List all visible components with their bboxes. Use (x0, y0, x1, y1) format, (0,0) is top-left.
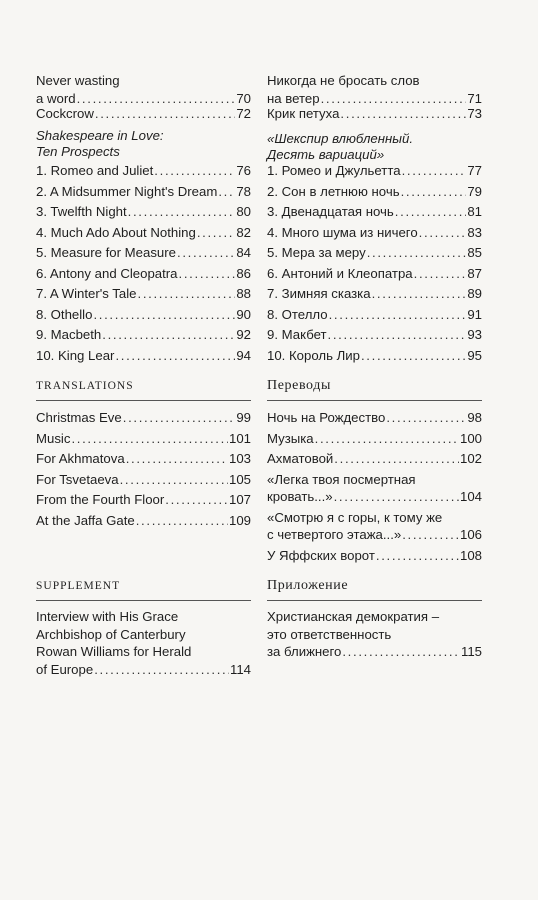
dot-leader (315, 430, 459, 448)
page-number: 71 (467, 90, 482, 106)
dot-leader (372, 285, 467, 303)
dot-leader (402, 162, 467, 180)
page-number: 115 (460, 644, 482, 659)
entry-title: 4. Much Ado About Nothing (36, 224, 196, 240)
toc-entry[interactable] (36, 347, 251, 365)
dot-leader (361, 347, 466, 365)
page-number: 87 (467, 265, 482, 281)
toc-entry[interactable] (36, 491, 251, 509)
toc-entry[interactable] (267, 183, 482, 201)
page-number: 94 (236, 347, 251, 363)
entry-title-line: за ближнего (267, 644, 342, 659)
toc-entry[interactable] (36, 512, 251, 530)
page-number: 80 (236, 204, 251, 219)
entry-title: For Akhmatova (36, 451, 125, 466)
page-number: 83 (467, 224, 482, 240)
entry-title: 5. Measure for Measure (36, 245, 176, 260)
entry-title: 5. Мера за меру (267, 245, 366, 260)
entry-title-line: Archbishop of Canterbury (36, 626, 186, 642)
toc-entry[interactable] (36, 285, 251, 303)
dot-leader (102, 326, 235, 344)
entry-title: 2. Сон в летнюю ночь (267, 183, 400, 199)
toc-entry[interactable] (267, 203, 482, 221)
page-number: 114 (229, 661, 251, 677)
entry-title: Музыка (267, 430, 314, 446)
entry-title: 8. Отелло (267, 306, 328, 322)
dot-leader (120, 471, 228, 489)
page-number: 92 (236, 327, 251, 342)
page-number: 106 (459, 527, 482, 542)
dot-leader (165, 491, 228, 509)
toc-entry[interactable] (36, 326, 251, 344)
toc-entry[interactable] (36, 224, 251, 242)
toc-entry[interactable] (267, 224, 482, 242)
page-number: 78 (236, 183, 251, 199)
dot-leader (334, 450, 459, 468)
page-number: 101 (228, 430, 251, 446)
dot-leader (340, 105, 466, 123)
toc-entry[interactable] (36, 471, 251, 489)
dot-leader (93, 306, 235, 324)
dot-leader (154, 162, 235, 180)
entry-title-line: это ответственность (267, 626, 392, 642)
toc-entry[interactable] (267, 72, 482, 107)
entry-title-line: с четвертого этажа...» (267, 527, 402, 542)
toc-entry[interactable] (36, 105, 251, 123)
toc-list (267, 409, 482, 567)
dot-leader (126, 450, 228, 468)
entry-title: 10. King Lear (36, 347, 115, 363)
toc-entry[interactable] (267, 105, 482, 123)
entry-title: Крик петуха (267, 106, 340, 121)
page-number: 88 (236, 286, 251, 301)
page-number: 72 (236, 106, 251, 121)
toc-entry[interactable] (267, 244, 482, 262)
toc-entry[interactable] (267, 347, 482, 365)
entry-title: 6. Антоний и Клеопатра (267, 265, 413, 281)
dot-leader (367, 244, 467, 262)
toc-entry[interactable] (36, 72, 251, 107)
page-number: 108 (459, 547, 482, 563)
entry-title: 9. Макбет (267, 327, 327, 342)
toc-entry[interactable] (36, 306, 251, 324)
dot-leader (334, 488, 459, 506)
entry-title-line: Rowan Williams for Herald (36, 644, 192, 659)
toc-entry[interactable] (267, 265, 482, 283)
entry-title-line: a word (36, 90, 76, 106)
entry-title-line: Христианская демократия – (267, 609, 440, 624)
entry-title: 7. A Winter's Tale (36, 286, 137, 301)
page-number: 107 (228, 492, 251, 507)
toc-entry[interactable] (267, 450, 482, 468)
toc-list (267, 162, 482, 367)
entry-title-line: of Europe (36, 661, 94, 677)
entry-title: 8. Othello (36, 306, 93, 322)
dot-leader (328, 326, 467, 344)
toc-entry[interactable] (267, 285, 482, 303)
page-number: 81 (467, 204, 482, 219)
page-number: 89 (467, 286, 482, 301)
toc-entry[interactable] (36, 265, 251, 283)
toc-entry[interactable] (267, 509, 482, 544)
entry-title: 3. Двенадцатая ночь (267, 204, 394, 219)
dot-leader (342, 643, 460, 661)
dot-leader (128, 203, 236, 221)
entry-title: Cockcrow (36, 106, 94, 121)
dot-leader (402, 526, 459, 544)
page-number: 91 (467, 306, 482, 322)
entry-title: 1. Romeo and Juliet (36, 163, 154, 178)
entry-title: 1. Ромео и Джульетта (267, 163, 401, 178)
dot-leader (115, 347, 235, 365)
page-number: 105 (228, 471, 251, 487)
entry-title: 6. Antony and Cleopatra (36, 265, 178, 281)
entry-title-line: Never wasting (36, 73, 120, 88)
dot-leader (71, 430, 228, 448)
toc-list (36, 162, 251, 367)
entry-title-line: кровать...» (267, 489, 333, 504)
dot-leader (177, 244, 235, 262)
section-subtitle: «Шекспир влюбленный. Десять вариаций» (267, 131, 413, 162)
toc-entry[interactable] (36, 608, 251, 678)
entry-title-line: на ветер (267, 90, 320, 106)
entry-title: For Tsvetaeva (36, 471, 119, 487)
toc-entry[interactable] (267, 547, 482, 565)
page-number: 85 (467, 245, 482, 260)
entry-title: Ночь на Рождество (267, 410, 386, 425)
entry-title: 9. Macbeth (36, 327, 102, 342)
entry-title: 7. Зимняя сказка (267, 286, 371, 301)
page-number: 82 (236, 224, 251, 240)
entry-title: У Яффских ворот (267, 547, 375, 563)
entry-title: From the Fourth Floor (36, 492, 165, 507)
page-number: 86 (236, 265, 251, 281)
dot-leader (386, 409, 466, 427)
entry-title: 4. Много шума из ничего (267, 224, 418, 240)
toc-entry[interactable] (267, 306, 482, 324)
toc-entry[interactable] (36, 430, 251, 448)
dot-leader (395, 203, 467, 221)
entry-title: 2. A Midsummer Night's Dream (36, 183, 218, 199)
dot-leader (138, 285, 236, 303)
page-number: 90 (236, 306, 251, 322)
dot-leader (419, 224, 467, 242)
page-number: 76 (236, 163, 251, 178)
page-number: 95 (467, 347, 482, 363)
toc-entry[interactable] (36, 244, 251, 262)
page-number: 93 (467, 327, 482, 342)
entry-title: Music (36, 430, 71, 446)
dot-leader (95, 105, 235, 123)
toc-entry[interactable] (267, 608, 482, 661)
dot-leader (414, 265, 467, 283)
page-number: 73 (467, 106, 482, 121)
dot-leader (94, 661, 229, 679)
page-number: 84 (236, 245, 251, 260)
entry-title: Christmas Eve (36, 410, 122, 425)
entry-title: 10. Король Лир (267, 347, 360, 363)
page-number: 70 (236, 90, 251, 106)
dot-leader (329, 306, 467, 324)
toc-list (36, 409, 251, 532)
dot-leader (179, 265, 236, 283)
entry-title: Ахматовой (267, 451, 334, 466)
page-number: 109 (228, 512, 251, 528)
page-number: 100 (459, 430, 482, 446)
toc-entry[interactable] (36, 183, 251, 201)
dot-leader (123, 409, 236, 427)
dot-leader (376, 547, 459, 565)
toc-entry[interactable] (267, 162, 482, 180)
page-number: 104 (459, 489, 482, 504)
page-number: 77 (467, 163, 482, 178)
section-subtitle: Shakespeare in Love: Ten Prospects (36, 128, 164, 159)
toc-entry[interactable] (267, 409, 482, 427)
dot-leader (197, 224, 236, 242)
section-heading-translations: Переводы (267, 378, 482, 401)
section-heading-translations: TRANSLATIONS (36, 378, 251, 401)
dot-leader (401, 183, 467, 201)
section-heading-supplement: SUPPLEMENT (36, 578, 251, 601)
toc-entry[interactable] (36, 450, 251, 468)
toc-entry[interactable] (267, 430, 482, 448)
entry-title-line: «Смотрю я с горы, к тому же (267, 509, 443, 525)
toc-entry[interactable] (267, 326, 482, 344)
page-number: 99 (236, 410, 251, 425)
toc-entry[interactable] (267, 471, 482, 506)
dot-leader (218, 183, 235, 201)
entry-title-line: Никогда не бросать слов (267, 73, 420, 88)
toc-entry[interactable] (36, 409, 251, 427)
dot-leader (136, 512, 228, 530)
page-number: 79 (467, 183, 482, 199)
page-number: 102 (459, 451, 482, 466)
entry-title: At the Jaffa Gate (36, 512, 135, 528)
entry-title-line: «Легка твоя посмертная (267, 471, 416, 487)
page-number: 103 (228, 451, 251, 466)
entry-title-line: Interview with His Grace (36, 609, 179, 624)
toc-entry[interactable] (36, 162, 251, 180)
toc-entry[interactable] (36, 203, 251, 221)
entry-title: 3. Twelfth Night (36, 204, 127, 219)
section-heading-supplement: Приложение (267, 578, 482, 601)
page-number: 98 (467, 410, 482, 425)
